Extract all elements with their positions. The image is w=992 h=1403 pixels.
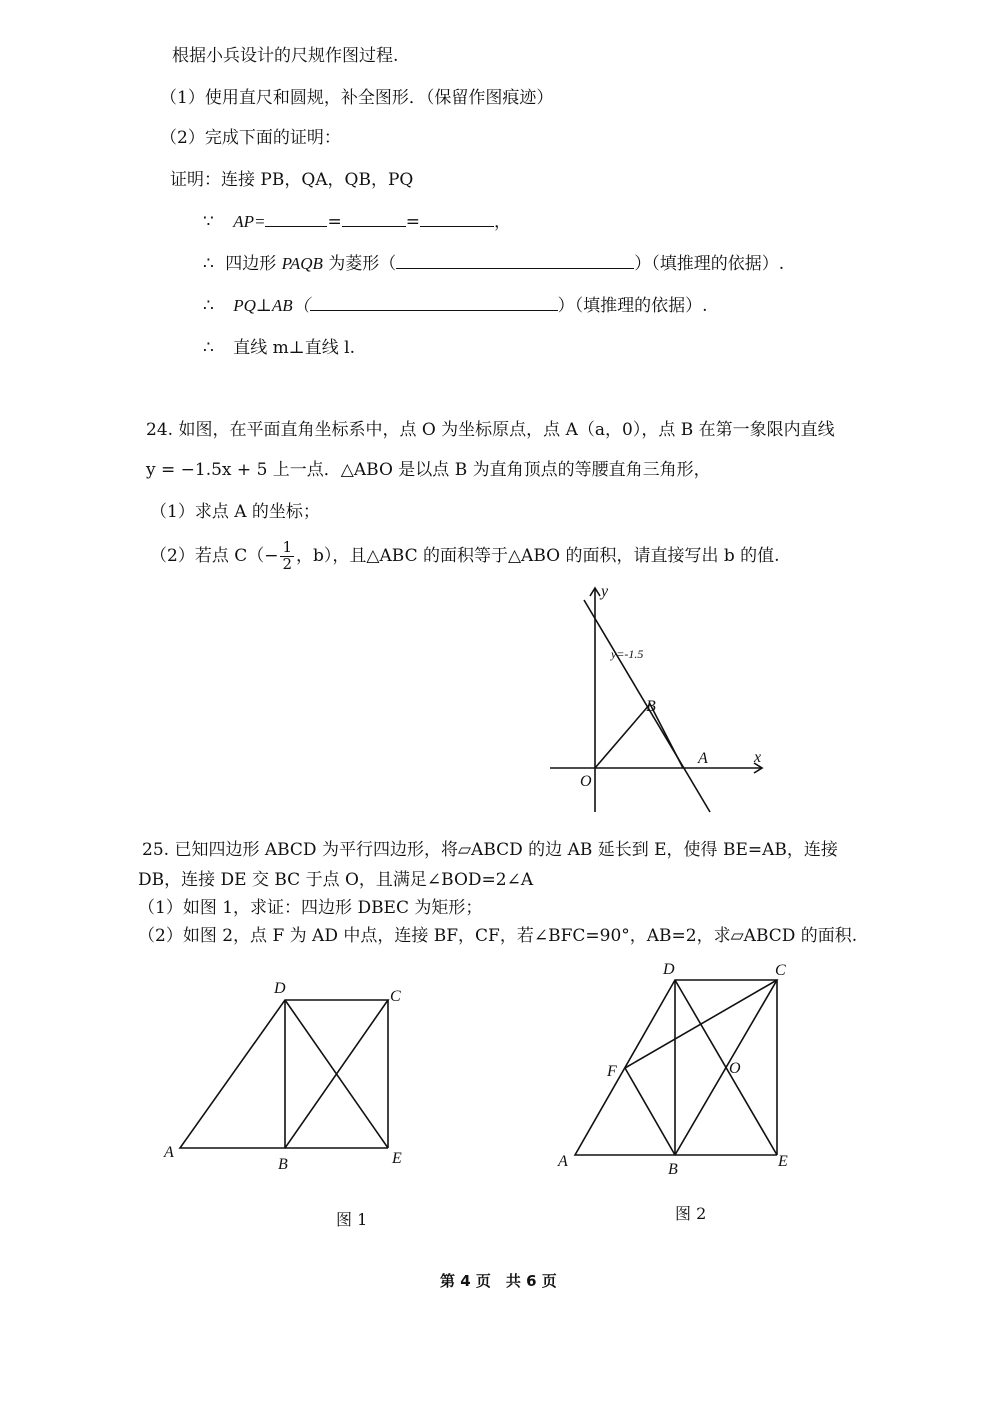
perp-text: PQ⊥AB（ xyxy=(233,296,310,315)
q25-part1: （1）如图 1，求证：四边形 DBEC 为矩形； xyxy=(138,898,483,918)
fig1-label-b: B xyxy=(278,1156,288,1173)
fig2-label-a: A xyxy=(558,1153,568,1170)
blank-2[interactable] xyxy=(342,212,406,227)
therefore-symbol-2: ∴ xyxy=(203,296,214,316)
q23-intro: 根据小兵设计的尺规作图过程. xyxy=(172,46,399,66)
comma: ， xyxy=(493,212,511,232)
fraction-one-half xyxy=(280,540,294,573)
fig2-label-d: D xyxy=(663,961,675,978)
q23-because-line xyxy=(203,212,511,232)
rhombus-text-a: 四边形 xyxy=(225,254,277,274)
figure-1-caption: 图 1 xyxy=(336,1210,368,1229)
conclusion-text: 直线 m⊥直线 l. xyxy=(233,338,355,358)
segment-bf xyxy=(625,1068,675,1155)
rhombus-text-c: 为菱形（ xyxy=(328,254,397,274)
q23-part1: （1）使用直尺和圆规，补全图形．（保留作图痕迹） xyxy=(160,88,554,108)
figure-2-caption: 图 2 xyxy=(675,1204,707,1223)
because-symbol: ∵ xyxy=(203,212,214,232)
q23-conclusion-line xyxy=(203,338,355,358)
q24-part2 xyxy=(150,540,780,573)
point-b-label: B xyxy=(646,698,656,715)
basis-suffix-2: ）（填推理的依据）. xyxy=(557,296,708,316)
q23-proof-intro: 证明：连接 PB，QA，QB，PQ xyxy=(170,170,414,190)
q25-part2: （2）如图 2，点 F 为 AD 中点，连接 BF，CF，若∠BFC=90°，AB=2，求▱ABCD 的面积. xyxy=(138,926,858,946)
page-footer: 第 4 页 共 6 页 xyxy=(440,1272,557,1290)
q23-perp-line xyxy=(203,296,708,316)
figure-1 xyxy=(160,975,430,1175)
q24-part1: （1）求点 A 的坐标； xyxy=(150,502,320,522)
blank-4[interactable] xyxy=(396,254,634,269)
blank-5[interactable] xyxy=(310,296,558,311)
fig2-label-o: O xyxy=(729,1060,741,1077)
q24-line2: y = −1.5x + 5 上一点．△ABO 是以点 B 为直角顶点的等腰直角三角形， xyxy=(146,460,711,480)
fig1-label-a: A xyxy=(164,1144,174,1161)
fig2-label-f: F xyxy=(607,1063,617,1080)
fig1-label-c: C xyxy=(390,988,401,1005)
q23-rhombus-line xyxy=(203,254,784,274)
figure-2 xyxy=(555,960,815,1180)
fraction-numerator: 1 xyxy=(282,538,293,556)
fraction-denominator: 2 xyxy=(282,554,293,573)
y-axis-label: y xyxy=(601,583,609,600)
eq-2: = xyxy=(405,212,420,232)
fig1-label-e: E xyxy=(392,1150,402,1167)
therefore-symbol-3: ∴ xyxy=(203,338,214,358)
q24-coordinate-graph xyxy=(540,580,800,820)
fig2-label-b: B xyxy=(668,1161,678,1178)
origin-label: O xyxy=(580,773,592,790)
q24-line1: 24. 如图，在平面直角坐标系中，点 O 为坐标原点，点 A（a，0），点 B 在第一象限内直线 xyxy=(146,420,835,440)
eq-1: = xyxy=(327,212,342,232)
fig2-label-c: C xyxy=(775,962,786,979)
q23-part2: （2）完成下面的证明： xyxy=(160,128,341,148)
q24-part2-b: ，b），且△ABC 的面积等于△ABO 的面积，请直接写出 b 的值. xyxy=(296,545,780,566)
ap-label: AP= xyxy=(233,212,266,231)
q25-line2: DB，连接 DE 交 BC 于点 O，且满足∠BOD=2∠A xyxy=(138,870,534,890)
parallelogram-abcd xyxy=(180,1000,388,1148)
basis-suffix-1: ）（填推理的依据）. xyxy=(634,254,785,274)
point-a-label: A xyxy=(698,750,708,767)
therefore-symbol: ∴ xyxy=(203,254,214,274)
blank-1[interactable] xyxy=(265,212,327,227)
fig2-label-e: E xyxy=(778,1153,788,1170)
x-axis-label: x xyxy=(754,749,762,766)
parallelogram-abcd-2 xyxy=(575,980,777,1155)
blank-3[interactable] xyxy=(420,212,494,227)
line-label: y=-1.5 xyxy=(611,647,644,661)
segment-cf xyxy=(625,980,777,1068)
q25-line1: 25. 已知四边形 ABCD 为平行四边形，将▱ABCD 的边 AB 延长到 E，使得 BE=AB，连接 xyxy=(142,840,838,860)
triangle-abo xyxy=(595,704,683,768)
rhombus-text-b: PAQB xyxy=(281,254,323,273)
q24-part2-a: （2）若点 C（− xyxy=(150,545,279,566)
fig1-label-d: D xyxy=(274,980,286,997)
